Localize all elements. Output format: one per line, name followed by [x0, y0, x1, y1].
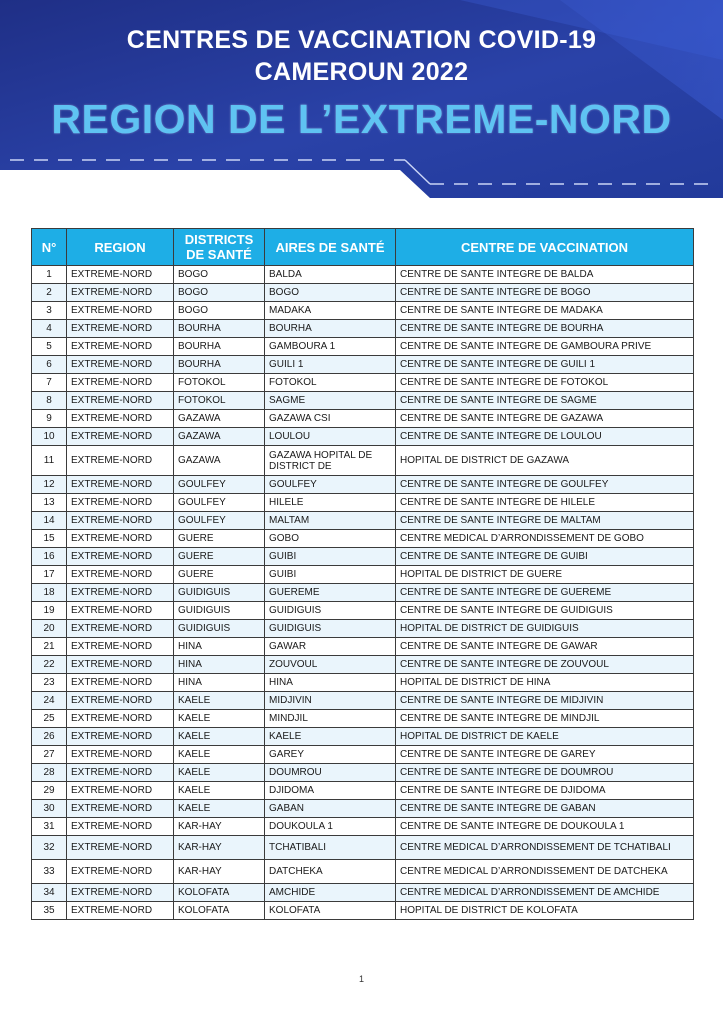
cell-aire: SAGME — [265, 392, 396, 410]
cell-number: 12 — [32, 476, 67, 494]
cell-centre: CENTRE DE SANTE INTEGRE DE BALDA — [396, 266, 694, 284]
cell-region: EXTREME-NORD — [67, 674, 174, 692]
cell-centre: CENTRE DE SANTE INTEGRE DE DOUMROU — [396, 764, 694, 782]
cell-number: 1 — [32, 266, 67, 284]
cell-centre: CENTRE DE SANTE INTEGRE DE BOGO — [396, 284, 694, 302]
cell-aire: KOLOFATA — [265, 902, 396, 920]
cell-centre: CENTRE DE SANTE INTEGRE DE DJIDOMA — [396, 782, 694, 800]
table-body — [32, 266, 694, 920]
cell-centre: HOPITAL DE DISTRICT DE GUERE — [396, 566, 694, 584]
cell-district: HINA — [174, 656, 265, 674]
table-row — [32, 656, 694, 674]
cell-district: FOTOKOL — [174, 374, 265, 392]
cell-number: 18 — [32, 584, 67, 602]
header-number: N° — [32, 229, 67, 266]
cell-district: KAELE — [174, 746, 265, 764]
cell-number: 23 — [32, 674, 67, 692]
cell-aire: MIDJIVIN — [265, 692, 396, 710]
cell-number: 5 — [32, 338, 67, 356]
vaccination-centres-table — [31, 228, 694, 920]
cell-number: 17 — [32, 566, 67, 584]
cell-region: EXTREME-NORD — [67, 548, 174, 566]
table-header-row — [32, 229, 694, 266]
cell-district: KAELE — [174, 782, 265, 800]
cell-centre: HOPITAL DE DISTRICT DE GAZAWA — [396, 446, 694, 476]
cell-aire: MADAKA — [265, 302, 396, 320]
cell-region: EXTREME-NORD — [67, 584, 174, 602]
table-row — [32, 860, 694, 884]
cell-region: EXTREME-NORD — [67, 710, 174, 728]
table-row — [32, 266, 694, 284]
table-row — [32, 638, 694, 656]
cell-district: GUIDIGUIS — [174, 620, 265, 638]
cell-aire: BOURHA — [265, 320, 396, 338]
cell-region: EXTREME-NORD — [67, 602, 174, 620]
cell-region: EXTREME-NORD — [67, 302, 174, 320]
cell-aire: KAELE — [265, 728, 396, 746]
table-row — [32, 476, 694, 494]
cell-region: EXTREME-NORD — [67, 566, 174, 584]
cell-region: EXTREME-NORD — [67, 728, 174, 746]
cell-aire: BOGO — [265, 284, 396, 302]
cell-district: BOURHA — [174, 356, 265, 374]
cell-centre: CENTRE DE SANTE INTEGRE DE MINDJIL — [396, 710, 694, 728]
cell-centre: CENTRE DE SANTE INTEGRE DE GUIBI — [396, 548, 694, 566]
cell-district: GUERE — [174, 566, 265, 584]
cell-number: 10 — [32, 428, 67, 446]
cell-number: 2 — [32, 284, 67, 302]
cell-aire: GABAN — [265, 800, 396, 818]
cell-centre: CENTRE DE SANTE INTEGRE DE GABAN — [396, 800, 694, 818]
cell-number: 9 — [32, 410, 67, 428]
title-line-1: CENTRES DE VACCINATION COVID-19 — [126, 26, 597, 54]
cell-district: BOURHA — [174, 338, 265, 356]
table-row — [32, 446, 694, 476]
table-row — [32, 710, 694, 728]
cell-number: 28 — [32, 764, 67, 782]
cell-number: 34 — [32, 884, 67, 902]
cell-number: 24 — [32, 692, 67, 710]
cell-region: EXTREME-NORD — [67, 692, 174, 710]
header-region: REGION — [67, 229, 174, 266]
cell-number: 20 — [32, 620, 67, 638]
cell-aire: DATCHEKA — [265, 860, 396, 884]
cell-region: EXTREME-NORD — [67, 320, 174, 338]
cell-number: 26 — [32, 728, 67, 746]
cell-aire: MALTAM — [265, 512, 396, 530]
cell-aire: HILELE — [265, 494, 396, 512]
cell-region: EXTREME-NORD — [67, 782, 174, 800]
cell-aire: MINDJIL — [265, 710, 396, 728]
cell-number: 8 — [32, 392, 67, 410]
cell-district: BOURHA — [174, 320, 265, 338]
cell-aire: GAREY — [265, 746, 396, 764]
cell-aire: GAWAR — [265, 638, 396, 656]
cell-district: HINA — [174, 674, 265, 692]
table-row — [32, 584, 694, 602]
cell-region: EXTREME-NORD — [67, 638, 174, 656]
cell-number: 6 — [32, 356, 67, 374]
table-row — [32, 512, 694, 530]
cell-aire: HINA — [265, 674, 396, 692]
cell-region: EXTREME-NORD — [67, 764, 174, 782]
cell-aire: LOULOU — [265, 428, 396, 446]
cell-number: 19 — [32, 602, 67, 620]
cell-aire: ZOUVOUL — [265, 656, 396, 674]
cell-region: EXTREME-NORD — [67, 884, 174, 902]
table-row — [32, 746, 694, 764]
cell-centre: CENTRE DE SANTE INTEGRE DE MADAKA — [396, 302, 694, 320]
cell-district: GAZAWA — [174, 446, 265, 476]
cell-centre: CENTRE DE SANTE INTEGRE DE MIDJIVIN — [396, 692, 694, 710]
cell-centre: CENTRE DE SANTE INTEGRE DE ZOUVOUL — [396, 656, 694, 674]
cell-number: 22 — [32, 656, 67, 674]
cell-centre: CENTRE DE SANTE INTEGRE DE HILELE — [396, 494, 694, 512]
cell-region: EXTREME-NORD — [67, 746, 174, 764]
cell-centre: CENTRE MEDICAL D’ARRONDISSEMENT DE AMCHIDE — [396, 884, 694, 902]
cell-region: EXTREME-NORD — [67, 476, 174, 494]
cell-aire: GUILI 1 — [265, 356, 396, 374]
cell-district: BOGO — [174, 302, 265, 320]
table-row — [32, 782, 694, 800]
table-row — [32, 530, 694, 548]
header-districts: DISTRICTS DE SANTÉ — [174, 229, 265, 266]
cell-district: BOGO — [174, 284, 265, 302]
table-row — [32, 884, 694, 902]
table-row — [32, 836, 694, 860]
cell-centre: CENTRE DE SANTE INTEGRE DE GAZAWA — [396, 410, 694, 428]
cell-centre: CENTRE DE SANTE INTEGRE DE LOULOU — [396, 428, 694, 446]
table-row — [32, 302, 694, 320]
cell-number: 30 — [32, 800, 67, 818]
cell-centre: CENTRE MEDICAL D’ARRONDISSEMENT DE TCHATIBALI — [396, 836, 694, 860]
cell-region: EXTREME-NORD — [67, 392, 174, 410]
cell-district: KAELE — [174, 800, 265, 818]
cell-region: EXTREME-NORD — [67, 800, 174, 818]
table-row — [32, 800, 694, 818]
cell-centre: HOPITAL DE DISTRICT DE GUIDIGUIS — [396, 620, 694, 638]
table-row — [32, 428, 694, 446]
cell-number: 15 — [32, 530, 67, 548]
cell-aire: GOULFEY — [265, 476, 396, 494]
cell-number: 29 — [32, 782, 67, 800]
cell-centre: CENTRE DE SANTE INTEGRE DE GUILI 1 — [396, 356, 694, 374]
cell-centre: CENTRE DE SANTE INTEGRE DE GUIDIGUIS — [396, 602, 694, 620]
cell-aire: DOUKOULA 1 — [265, 818, 396, 836]
table-row — [32, 374, 694, 392]
table-row — [32, 902, 694, 920]
cell-district: GUERE — [174, 548, 265, 566]
cell-district: KAR-HAY — [174, 836, 265, 860]
cell-centre: HOPITAL DE DISTRICT DE KAELE — [396, 728, 694, 746]
cell-region: EXTREME-NORD — [67, 494, 174, 512]
cell-aire: GUIDIGUIS — [265, 602, 396, 620]
cell-aire: GOBO — [265, 530, 396, 548]
cell-region: EXTREME-NORD — [67, 374, 174, 392]
cell-number: 35 — [32, 902, 67, 920]
table-row — [32, 692, 694, 710]
cell-region: EXTREME-NORD — [67, 530, 174, 548]
cell-district: GUERE — [174, 530, 265, 548]
table-row — [32, 356, 694, 374]
cell-region: EXTREME-NORD — [67, 338, 174, 356]
table-row — [32, 566, 694, 584]
cell-number: 13 — [32, 494, 67, 512]
cell-aire: BALDA — [265, 266, 396, 284]
cell-district: KAELE — [174, 710, 265, 728]
header-aires: AIRES DE SANTÉ — [265, 229, 396, 266]
cell-district: GUIDIGUIS — [174, 584, 265, 602]
cell-district: KAR-HAY — [174, 860, 265, 884]
cell-region: EXTREME-NORD — [67, 428, 174, 446]
cell-region: EXTREME-NORD — [67, 266, 174, 284]
cell-centre: CENTRE DE SANTE INTEGRE DE GUEREME — [396, 584, 694, 602]
cell-centre: CENTRE DE SANTE INTEGRE DE BOURHA — [396, 320, 694, 338]
cell-number: 16 — [32, 548, 67, 566]
cell-aire: GUIBI — [265, 566, 396, 584]
cell-region: EXTREME-NORD — [67, 860, 174, 884]
cell-number: 32 — [32, 836, 67, 860]
cell-aire: DOUMROU — [265, 764, 396, 782]
cell-number: 7 — [32, 374, 67, 392]
cell-number: 21 — [32, 638, 67, 656]
cell-number: 25 — [32, 710, 67, 728]
cell-number: 14 — [32, 512, 67, 530]
cell-district: KAELE — [174, 764, 265, 782]
table-row — [32, 410, 694, 428]
cell-district: BOGO — [174, 266, 265, 284]
cell-aire: GAZAWA HOPITAL DE DISTRICT DE — [265, 446, 396, 476]
page-number: 1 — [358, 974, 364, 984]
cell-centre: CENTRE MEDICAL D’ARRONDISSEMENT DE DATCHEKA — [396, 860, 694, 884]
table-row — [32, 284, 694, 302]
cell-aire: FOTOKOL — [265, 374, 396, 392]
cell-region: EXTREME-NORD — [67, 620, 174, 638]
cell-region: EXTREME-NORD — [67, 656, 174, 674]
table-row — [32, 728, 694, 746]
cell-number: 33 — [32, 860, 67, 884]
cell-aire: GUEREME — [265, 584, 396, 602]
cell-aire: GAMBOURA 1 — [265, 338, 396, 356]
cell-aire: GUIBI — [265, 548, 396, 566]
cell-region: EXTREME-NORD — [67, 410, 174, 428]
cell-region: EXTREME-NORD — [67, 836, 174, 860]
cell-centre: CENTRE DE SANTE INTEGRE DE GAMBOURA PRIVE — [396, 338, 694, 356]
cell-region: EXTREME-NORD — [67, 446, 174, 476]
table-row — [32, 320, 694, 338]
cell-aire: TCHATIBALI — [265, 836, 396, 860]
cell-region: EXTREME-NORD — [67, 356, 174, 374]
cell-number: 31 — [32, 818, 67, 836]
cell-region: EXTREME-NORD — [67, 512, 174, 530]
cell-district: KAELE — [174, 728, 265, 746]
cell-aire: GUIDIGUIS — [265, 620, 396, 638]
cell-centre: CENTRE DE SANTE INTEGRE DE SAGME — [396, 392, 694, 410]
cell-number: 11 — [32, 446, 67, 476]
cell-district: KOLOFATA — [174, 884, 265, 902]
table-row — [32, 392, 694, 410]
vaccination-centres-table-container — [31, 228, 693, 920]
cell-centre: HOPITAL DE DISTRICT DE KOLOFATA — [396, 902, 694, 920]
cell-centre: CENTRE DE SANTE INTEGRE DE MALTAM — [396, 512, 694, 530]
table-row — [32, 548, 694, 566]
cell-region: EXTREME-NORD — [67, 818, 174, 836]
table-row — [32, 602, 694, 620]
cell-centre: CENTRE DE SANTE INTEGRE DE DOUKOULA 1 — [396, 818, 694, 836]
cell-number: 27 — [32, 746, 67, 764]
cell-centre: CENTRE DE SANTE INTEGRE DE GAWAR — [396, 638, 694, 656]
table-row — [32, 338, 694, 356]
cell-district: GAZAWA — [174, 410, 265, 428]
cell-district: GAZAWA — [174, 428, 265, 446]
cell-centre: CENTRE DE SANTE INTEGRE DE GOULFEY — [396, 476, 694, 494]
cell-number: 4 — [32, 320, 67, 338]
header-banner — [0, 0, 723, 200]
table-row — [32, 494, 694, 512]
cell-district: GOULFEY — [174, 512, 265, 530]
table-row — [32, 674, 694, 692]
cell-district: GUIDIGUIS — [174, 602, 265, 620]
cell-district: FOTOKOL — [174, 392, 265, 410]
cell-district: HINA — [174, 638, 265, 656]
cell-aire: AMCHIDE — [265, 884, 396, 902]
cell-centre: HOPITAL DE DISTRICT DE HINA — [396, 674, 694, 692]
cell-district: KAR-HAY — [174, 818, 265, 836]
cell-district: GOULFEY — [174, 494, 265, 512]
table-row — [32, 818, 694, 836]
title-line-2: CAMEROUN 2022 — [254, 58, 469, 86]
table-row — [32, 620, 694, 638]
cell-region: EXTREME-NORD — [67, 284, 174, 302]
header-centre: CENTRE DE VACCINATION — [396, 229, 694, 266]
cell-centre: CENTRE DE SANTE INTEGRE DE FOTOKOL — [396, 374, 694, 392]
cell-region: EXTREME-NORD — [67, 902, 174, 920]
cell-district: KAELE — [174, 692, 265, 710]
cell-number: 3 — [32, 302, 67, 320]
cell-aire: DJIDOMA — [265, 782, 396, 800]
region-title: REGION DE L’EXTREME-NORD — [51, 96, 672, 142]
table-row — [32, 764, 694, 782]
cell-aire: GAZAWA CSI — [265, 410, 396, 428]
cell-district: KOLOFATA — [174, 902, 265, 920]
cell-centre: CENTRE DE SANTE INTEGRE DE GAREY — [396, 746, 694, 764]
cell-centre: CENTRE MEDICAL D’ARRONDISSEMENT DE GOBO — [396, 530, 694, 548]
cell-district: GOULFEY — [174, 476, 265, 494]
